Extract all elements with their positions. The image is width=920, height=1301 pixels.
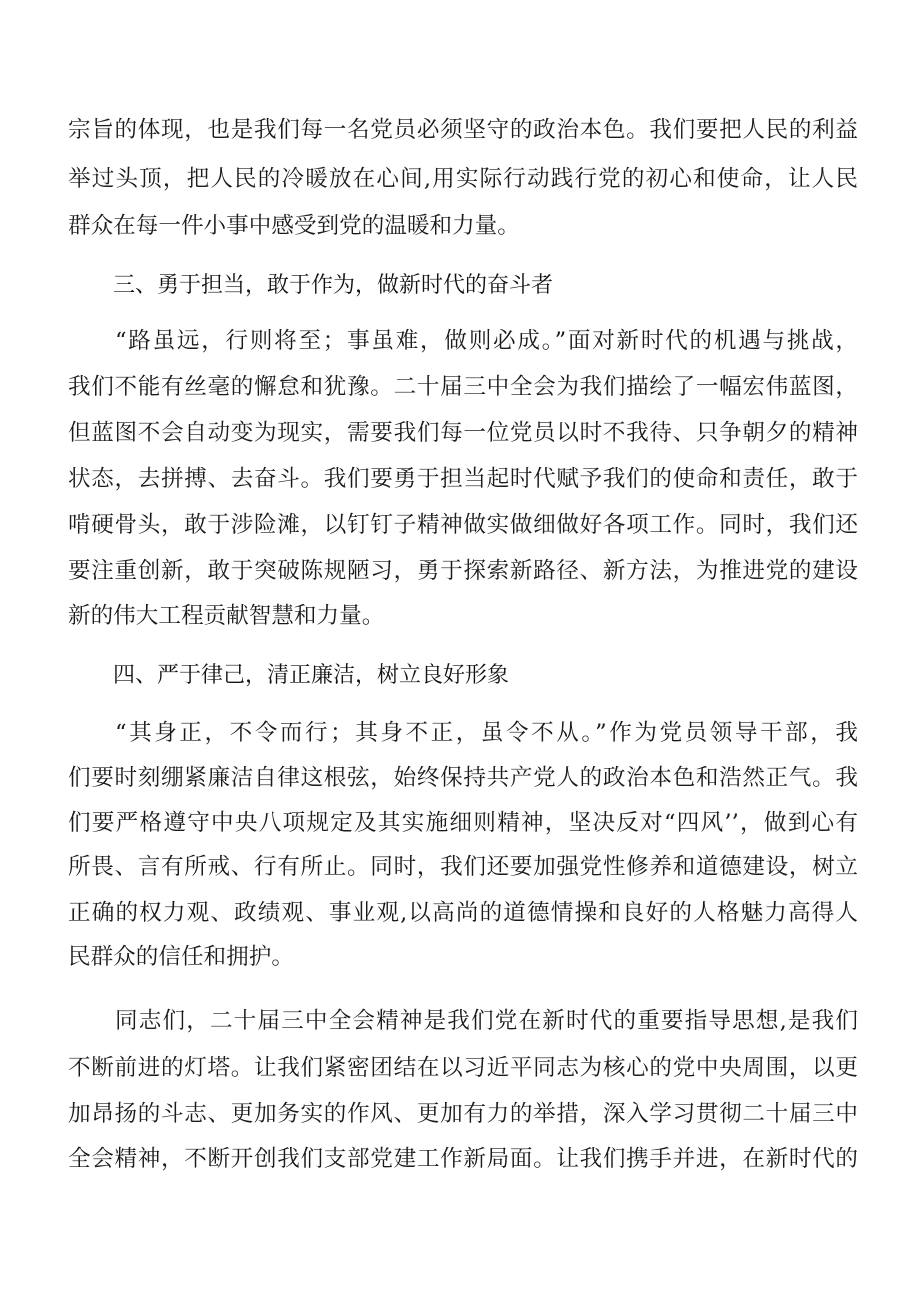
paragraph-line: 不断前进的灯塔。让我们紧密团结在以习近平同志为核心的党中央周围，以更 — [68, 1055, 858, 1081]
section-heading-3: 三、勇于担当，敢于作为，做新时代的奋斗者 — [113, 273, 554, 298]
paragraph-line: 同志们，二十届三中全会精神是我们党在新时代的重要指导思想,是我们 — [115, 1008, 858, 1034]
paragraph-line: 宗旨的体现，也是我们每一名党员必须坚守的政治本色。我们要把人民的利益 — [68, 117, 858, 143]
paragraph-line: 民群众的信任和拥护。 — [68, 944, 294, 970]
paragraph-line: 正确的权力观、政绩观、事业观,以高尚的道德情操和良好的人格魅力高得人 — [68, 900, 858, 926]
paragraph-line: 啃硬骨头，敢于涉险滩，以钉钉子精神做实做细做好各项工作。同时，我们还 — [68, 512, 858, 538]
paragraph-line: 但蓝图不会自动变为现实，需要我们每一位党员以时不我待、只争朝夕的精神 — [68, 420, 858, 446]
paragraph-line: 全会精神，不断开创我们支部党建工作新局面。让我们携手并进，在新时代的 — [68, 1146, 858, 1172]
paragraph-line: 新的伟大工程贡献智慧和力量。 — [68, 603, 385, 629]
paragraph-line: 要注重创新，敢于突破陈规陋习，勇于探索新路径、新方法，为推进党的建设 — [68, 558, 858, 584]
section-heading-4: 四、严于律己，清正廉洁，树立良好形象 — [113, 663, 510, 688]
paragraph-line: 状态，去拼搏、去奋斗。我们要勇于担当起时代赋予我们的使命和责任，敢于 — [68, 466, 858, 492]
paragraph-line: “其身正，不令而行；其身不正，虽令不从。”作为党员领导干部，我 — [115, 720, 858, 746]
paragraph-line: 所畏、言有所戒、行有所止。同时，我们还要加强党性修养和道德建设，树立 — [68, 854, 858, 880]
paragraph-line: “路虽远，行则将至；事虽难，做则必成。”面对新时代的机遇与挑战， — [115, 328, 858, 354]
paragraph-line: 举过头顶，把人民的冷暖放在心间,用实际行动践行党的初心和使命，让人民 — [68, 166, 858, 192]
paragraph-line: 加昂扬的斗志、更加务实的作风、更加有力的举措，深入学习贯彻二十届三中 — [68, 1101, 858, 1127]
paragraph-line: 群众在每一件小事中感受到党的温暖和力量。 — [68, 213, 520, 239]
paragraph-line: 我们不能有丝毫的懈怠和犹豫。二十届三中全会为我们描绘了一幅宏伟蓝图， — [68, 374, 858, 400]
paragraph-line: 们要时刻绷紧廉洁自律这根弦，始终保持共产党人的政治本色和浩然正气。我 — [68, 765, 858, 791]
paragraph-line: 们要严格遵守中央八项规定及其实施细则精神，坚决反对“四风’’，做到心有 — [68, 810, 858, 836]
